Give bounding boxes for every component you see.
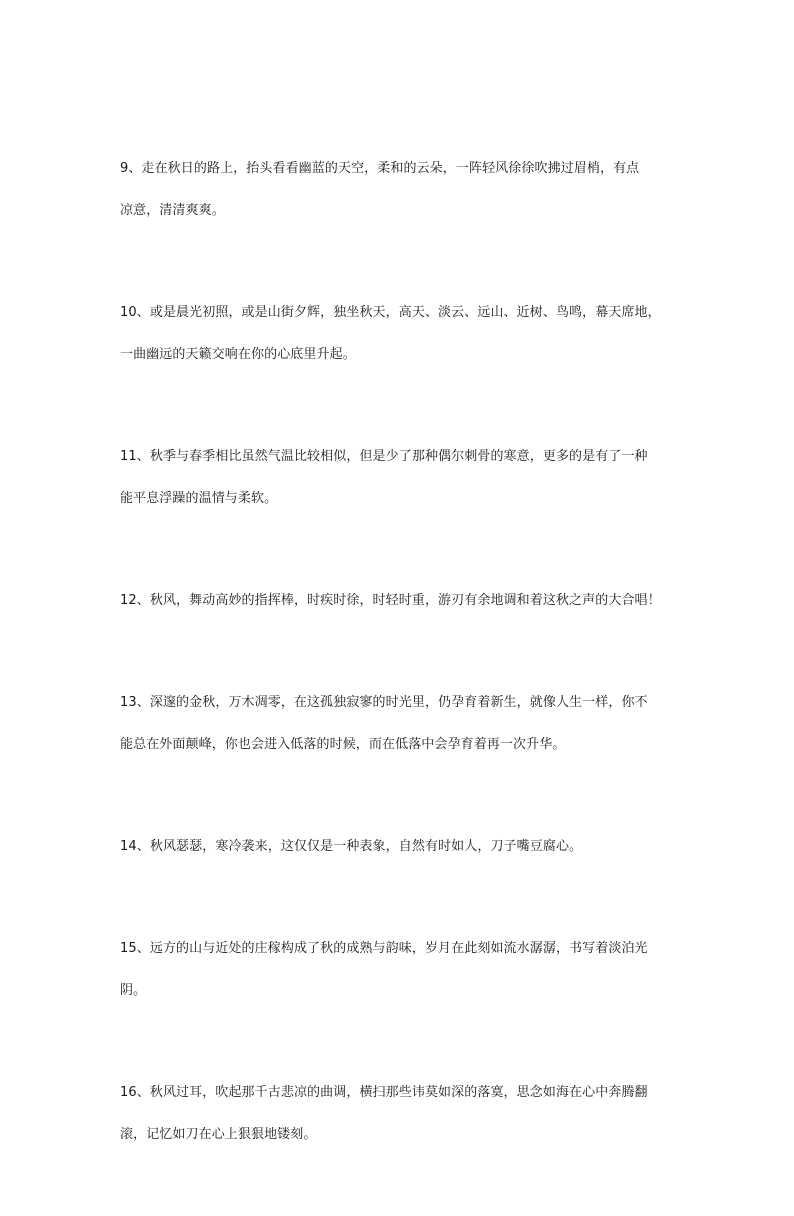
paragraph-9: [120, 148, 680, 232]
paragraph-line: 10、或是晨光初照，或是山街夕辉，独坐秋天，高天、淡云、远山、近树、鸟鸣，幕天席地，: [120, 305, 661, 320]
paragraph-12: [120, 580, 680, 622]
paragraph-line: 滚，记忆如刀在心上狠狠地镂刻。: [120, 1127, 317, 1142]
paragraph-line: 11、秋季与春季相比虽然气温比较相似，但是少了那种偶尔刺骨的寒意，更多的是有了一种: [120, 449, 648, 464]
paragraph-line: 16、秋风过耳，吹起那千古悲凉的曲调，横扫那些讳莫如深的落寞，思念如海在心中奔腾翻: [120, 1085, 648, 1100]
paragraph-line: 能平息浮躁的温情与柔软。: [120, 491, 278, 506]
paragraph-10: [120, 292, 680, 376]
paragraph-line: 能总在外面颠峰，你也会进入低落的时候，而在低落中会孕育着再一次升华。: [120, 737, 566, 752]
paragraph-line: 9、走在秋日的路上，抬头看看幽蓝的天空，柔和的云朵，一阵轻风徐徐吹拂过眉梢，有点: [120, 161, 640, 176]
document-body: [120, 148, 680, 1216]
paragraph-line: 13、深邃的金秋，万木凋零，在这孤独寂寥的时光里，仍孕育着新生，就像人生一样，你不: [120, 695, 648, 710]
paragraph-line: 凉意，清清爽爽。: [120, 203, 225, 218]
paragraph-line: 一曲幽远的天籁交响在你的心底里升起。: [120, 347, 356, 362]
paragraph-11: [120, 436, 680, 520]
paragraph-13: [120, 682, 680, 766]
paragraph-line: 阴。: [120, 983, 147, 998]
paragraph-line: 15、远方的山与近处的庄稼构成了秋的成熟与韵味，岁月在此刻如流水潺潺，书写着淡泊光: [120, 941, 648, 956]
paragraph-16: [120, 1072, 680, 1156]
paragraph-14: [120, 826, 680, 868]
paragraph-line: 12、秋风，舞动高妙的指挥棒，时疾时徐，时轻时重，游刃有余地调和着这秋之声的大合唱！: [120, 593, 661, 608]
paragraph-line: 14、秋风瑟瑟，寒冷袭来，这仅仅是一种表象，自然有时如人，刀子嘴豆腐心。: [120, 839, 583, 854]
paragraph-15: [120, 928, 680, 1012]
